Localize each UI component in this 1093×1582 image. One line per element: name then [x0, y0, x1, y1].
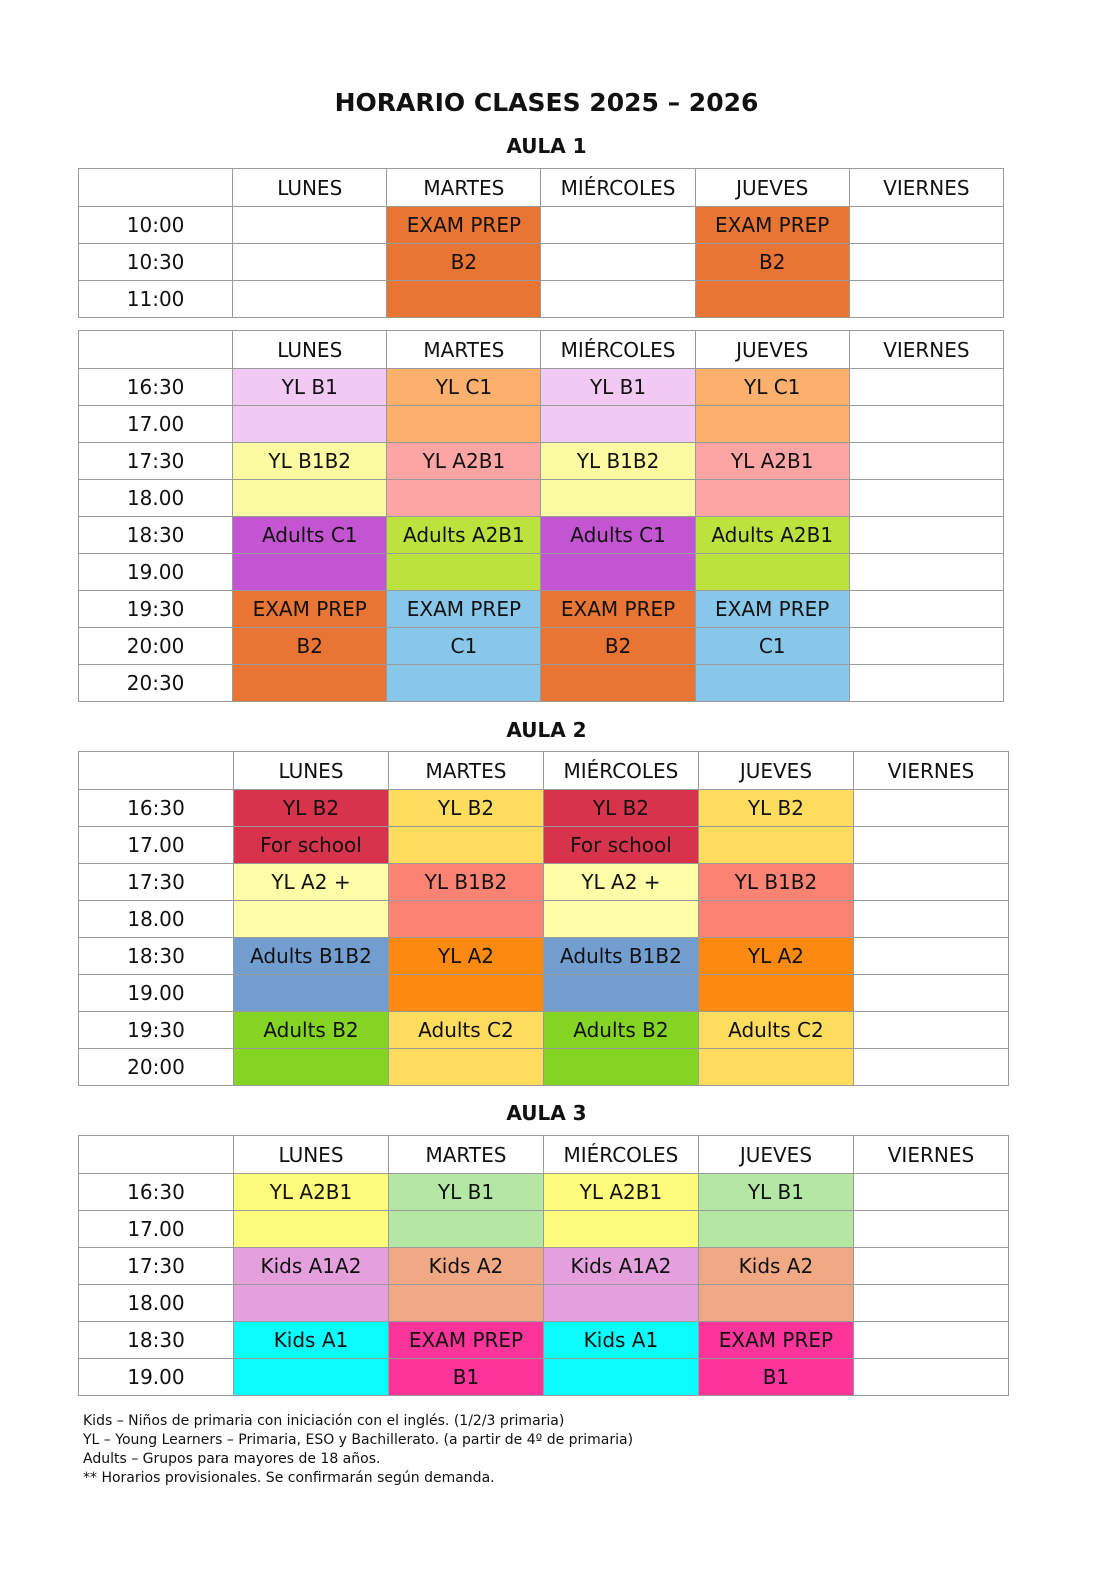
- class-cell: Adults B2: [233, 1012, 388, 1049]
- class-cell: [698, 827, 853, 864]
- class-cell: [849, 406, 1003, 443]
- class-cell: [849, 591, 1003, 628]
- class-cell: Kids A1A2: [543, 1248, 698, 1285]
- day-header: LUNES: [233, 169, 387, 207]
- table-row: [79, 864, 1009, 901]
- legend-notes: [83, 1412, 633, 1488]
- class-cell: YL A2 +: [233, 864, 388, 901]
- class-cell: YL B2: [388, 790, 543, 827]
- class-cell: [849, 628, 1003, 665]
- class-cell: [849, 281, 1003, 318]
- class-cell: [695, 554, 849, 591]
- time-cell: 20:00: [79, 1049, 234, 1086]
- class-cell: [233, 1211, 388, 1248]
- class-cell: [388, 1211, 543, 1248]
- class-cell: [233, 1285, 388, 1322]
- class-cell: EXAM PREP: [695, 591, 849, 628]
- aula-1-morning-table: [78, 168, 1004, 318]
- day-header: LUNES: [233, 331, 387, 369]
- class-cell: Adults C2: [698, 1012, 853, 1049]
- class-cell: C1: [387, 628, 541, 665]
- class-cell: [849, 443, 1003, 480]
- class-cell: [387, 480, 541, 517]
- class-cell: YL B2: [543, 790, 698, 827]
- table-row: [79, 1359, 1009, 1396]
- day-header: MIÉRCOLES: [543, 752, 698, 790]
- class-cell: B1: [698, 1359, 853, 1396]
- table-row: [79, 1322, 1009, 1359]
- day-header: VIERNES: [853, 752, 1008, 790]
- class-cell: [543, 975, 698, 1012]
- time-cell: 17:30: [79, 443, 233, 480]
- table-row: [79, 281, 1004, 318]
- time-cell: 18:30: [79, 938, 234, 975]
- table-row: [79, 1174, 1009, 1211]
- class-cell: YL B1B2: [233, 443, 387, 480]
- time-cell: 11:00: [79, 281, 233, 318]
- class-cell: [695, 665, 849, 702]
- class-cell: YL A2: [388, 938, 543, 975]
- day-header: MARTES: [388, 1136, 543, 1174]
- class-cell: YL A2B1: [387, 443, 541, 480]
- class-cell: [849, 207, 1003, 244]
- class-cell: YL A2 +: [543, 864, 698, 901]
- class-cell: [853, 1174, 1008, 1211]
- aula-1-afternoon-table: [78, 330, 1004, 702]
- class-cell: YL B1: [388, 1174, 543, 1211]
- class-cell: [541, 207, 695, 244]
- class-cell: [695, 281, 849, 318]
- header-row: [79, 1136, 1009, 1174]
- class-cell: [233, 480, 387, 517]
- class-cell: [541, 406, 695, 443]
- time-cell: 18.00: [79, 480, 233, 517]
- class-cell: [233, 244, 387, 281]
- time-cell: 10:00: [79, 207, 233, 244]
- time-cell: 18:30: [79, 1322, 234, 1359]
- table-row: [79, 554, 1004, 591]
- class-cell: [387, 665, 541, 702]
- aula-2-table: [78, 751, 1009, 1086]
- header-row: [79, 752, 1009, 790]
- class-cell: [849, 665, 1003, 702]
- class-cell: Adults C1: [541, 517, 695, 554]
- class-cell: YL B1: [541, 369, 695, 406]
- class-cell: [695, 480, 849, 517]
- class-cell: [853, 1211, 1008, 1248]
- header-row: [79, 331, 1004, 369]
- day-header: JUEVES: [695, 331, 849, 369]
- time-cell: 18:30: [79, 517, 233, 554]
- class-cell: Kids A1: [233, 1322, 388, 1359]
- header-corner: [79, 752, 234, 790]
- day-header: JUEVES: [698, 752, 853, 790]
- header-corner: [79, 1136, 234, 1174]
- class-cell: [387, 281, 541, 318]
- class-cell: [853, 790, 1008, 827]
- table-row: [79, 827, 1009, 864]
- time-cell: 20:00: [79, 628, 233, 665]
- table-row: [79, 938, 1009, 975]
- time-cell: 16:30: [79, 790, 234, 827]
- class-cell: [853, 1049, 1008, 1086]
- class-cell: YL B2: [698, 790, 853, 827]
- class-cell: [849, 244, 1003, 281]
- day-header: VIERNES: [849, 169, 1003, 207]
- table-row: [79, 975, 1009, 1012]
- class-cell: [698, 1049, 853, 1086]
- class-cell: B2: [695, 244, 849, 281]
- day-header: JUEVES: [695, 169, 849, 207]
- time-cell: 19.00: [79, 975, 234, 1012]
- time-cell: 17.00: [79, 1211, 234, 1248]
- time-cell: 20:30: [79, 665, 233, 702]
- day-header: MARTES: [388, 752, 543, 790]
- time-cell: 18.00: [79, 901, 234, 938]
- class-cell: [233, 207, 387, 244]
- class-cell: [853, 1322, 1008, 1359]
- day-header: JUEVES: [698, 1136, 853, 1174]
- time-cell: 17:30: [79, 1248, 234, 1285]
- table-row: [79, 1049, 1009, 1086]
- class-cell: [698, 1285, 853, 1322]
- aula-3-heading: AULA 3: [506, 1101, 587, 1125]
- class-cell: [388, 1285, 543, 1322]
- class-cell: EXAM PREP: [387, 591, 541, 628]
- day-header: LUNES: [233, 1136, 388, 1174]
- note-kids: Kids – Niños de primaria con iniciación con el inglés. (1/2/3 primaria): [83, 1413, 565, 1429]
- header-corner: [79, 331, 233, 369]
- class-cell: [541, 554, 695, 591]
- table-row: [79, 665, 1004, 702]
- class-cell: EXAM PREP: [387, 207, 541, 244]
- class-cell: [543, 1049, 698, 1086]
- table-row: [79, 244, 1004, 281]
- table-row: [79, 369, 1004, 406]
- class-cell: [388, 901, 543, 938]
- class-cell: [233, 406, 387, 443]
- class-cell: [853, 1012, 1008, 1049]
- time-cell: 16:30: [79, 369, 233, 406]
- day-header: MIÉRCOLES: [543, 1136, 698, 1174]
- day-header: MIÉRCOLES: [541, 331, 695, 369]
- header-row: [79, 169, 1004, 207]
- day-header: MARTES: [387, 169, 541, 207]
- class-cell: Adults B2: [543, 1012, 698, 1049]
- class-cell: [849, 369, 1003, 406]
- class-cell: [853, 864, 1008, 901]
- class-cell: [853, 1359, 1008, 1396]
- class-cell: Adults C1: [233, 517, 387, 554]
- class-cell: [849, 517, 1003, 554]
- page-title: HORARIO CLASES 2025 – 2026: [334, 88, 759, 117]
- class-cell: [387, 406, 541, 443]
- class-cell: [853, 1248, 1008, 1285]
- class-cell: [541, 480, 695, 517]
- class-cell: YL B1: [698, 1174, 853, 1211]
- time-cell: 19:30: [79, 1012, 234, 1049]
- time-cell: 19.00: [79, 1359, 234, 1396]
- class-cell: [853, 938, 1008, 975]
- class-cell: Adults B1B2: [543, 938, 698, 975]
- time-cell: 18.00: [79, 1285, 234, 1322]
- class-cell: For school: [543, 827, 698, 864]
- time-cell: 17.00: [79, 827, 234, 864]
- time-cell: 17:30: [79, 864, 234, 901]
- class-cell: EXAM PREP: [233, 591, 387, 628]
- class-cell: [387, 554, 541, 591]
- class-cell: [541, 665, 695, 702]
- class-cell: For school: [233, 827, 388, 864]
- time-cell: 19:30: [79, 591, 233, 628]
- class-cell: EXAM PREP: [541, 591, 695, 628]
- class-cell: EXAM PREP: [388, 1322, 543, 1359]
- class-cell: C1: [695, 628, 849, 665]
- table-row: [79, 901, 1009, 938]
- table-row: [79, 406, 1004, 443]
- day-header: VIERNES: [849, 331, 1003, 369]
- class-cell: YL B1: [233, 369, 387, 406]
- class-cell: YL C1: [387, 369, 541, 406]
- time-cell: 19.00: [79, 554, 233, 591]
- aula-3-table: [78, 1135, 1009, 1396]
- class-cell: [233, 1049, 388, 1086]
- class-cell: [233, 281, 387, 318]
- aula-1-heading: AULA 1: [506, 134, 587, 158]
- note-adults: Adults – Grupos para mayores de 18 años.: [83, 1451, 381, 1467]
- table-row: [79, 628, 1004, 665]
- class-cell: [233, 901, 388, 938]
- class-cell: YL A2B1: [543, 1174, 698, 1211]
- class-cell: B1: [388, 1359, 543, 1396]
- day-header: LUNES: [233, 752, 388, 790]
- class-cell: YL C1: [695, 369, 849, 406]
- class-cell: EXAM PREP: [695, 207, 849, 244]
- table-row: [79, 517, 1004, 554]
- class-cell: YL A2: [698, 938, 853, 975]
- class-cell: [543, 901, 698, 938]
- aula-2-heading: AULA 2: [506, 718, 587, 742]
- class-cell: [543, 1211, 698, 1248]
- table-row: [79, 1285, 1009, 1322]
- class-cell: Adults B1B2: [233, 938, 388, 975]
- table-row: [79, 1248, 1009, 1285]
- note-provisional: ** Horarios provisionales. Se confirmarán según demanda.: [83, 1470, 495, 1486]
- class-cell: [698, 975, 853, 1012]
- class-cell: B2: [387, 244, 541, 281]
- class-cell: [233, 665, 387, 702]
- class-cell: [853, 901, 1008, 938]
- class-cell: Kids A1A2: [233, 1248, 388, 1285]
- class-cell: EXAM PREP: [698, 1322, 853, 1359]
- class-cell: B2: [541, 628, 695, 665]
- header-corner: [79, 169, 233, 207]
- class-cell: YL A2B1: [233, 1174, 388, 1211]
- class-cell: Kids A2: [698, 1248, 853, 1285]
- table-row: [79, 790, 1009, 827]
- class-cell: YL B1B2: [388, 864, 543, 901]
- class-cell: [853, 1285, 1008, 1322]
- class-cell: Kids A2: [388, 1248, 543, 1285]
- class-cell: [388, 975, 543, 1012]
- class-cell: [849, 480, 1003, 517]
- class-cell: Kids A1: [543, 1322, 698, 1359]
- class-cell: YL B1B2: [541, 443, 695, 480]
- table-row: [79, 591, 1004, 628]
- class-cell: Adults A2B1: [387, 517, 541, 554]
- class-cell: [543, 1285, 698, 1322]
- day-header: MARTES: [387, 331, 541, 369]
- table-row: [79, 1211, 1009, 1248]
- class-cell: Adults A2B1: [695, 517, 849, 554]
- table-row: [79, 207, 1004, 244]
- class-cell: [698, 1211, 853, 1248]
- class-cell: YL B2: [233, 790, 388, 827]
- class-cell: Adults C2: [388, 1012, 543, 1049]
- class-cell: YL A2B1: [695, 443, 849, 480]
- class-cell: [698, 901, 853, 938]
- class-cell: [695, 406, 849, 443]
- note-young-learners: YL – Young Learners – Primaria, ESO y Bachillerato. (a partir de 4º de primaria): [83, 1432, 634, 1448]
- class-cell: YL B1B2: [698, 864, 853, 901]
- day-header: MIÉRCOLES: [541, 169, 695, 207]
- table-row: [79, 480, 1004, 517]
- class-cell: [388, 1049, 543, 1086]
- class-cell: [849, 554, 1003, 591]
- class-cell: [543, 1359, 698, 1396]
- class-cell: [233, 554, 387, 591]
- class-cell: B2: [233, 628, 387, 665]
- class-cell: [853, 975, 1008, 1012]
- class-cell: [853, 827, 1008, 864]
- table-row: [79, 1012, 1009, 1049]
- class-cell: [541, 281, 695, 318]
- class-cell: [233, 975, 388, 1012]
- time-cell: 16:30: [79, 1174, 234, 1211]
- class-cell: [233, 1359, 388, 1396]
- class-cell: [541, 244, 695, 281]
- class-cell: [388, 827, 543, 864]
- time-cell: 17.00: [79, 406, 233, 443]
- table-row: [79, 443, 1004, 480]
- time-cell: 10:30: [79, 244, 233, 281]
- day-header: VIERNES: [853, 1136, 1008, 1174]
